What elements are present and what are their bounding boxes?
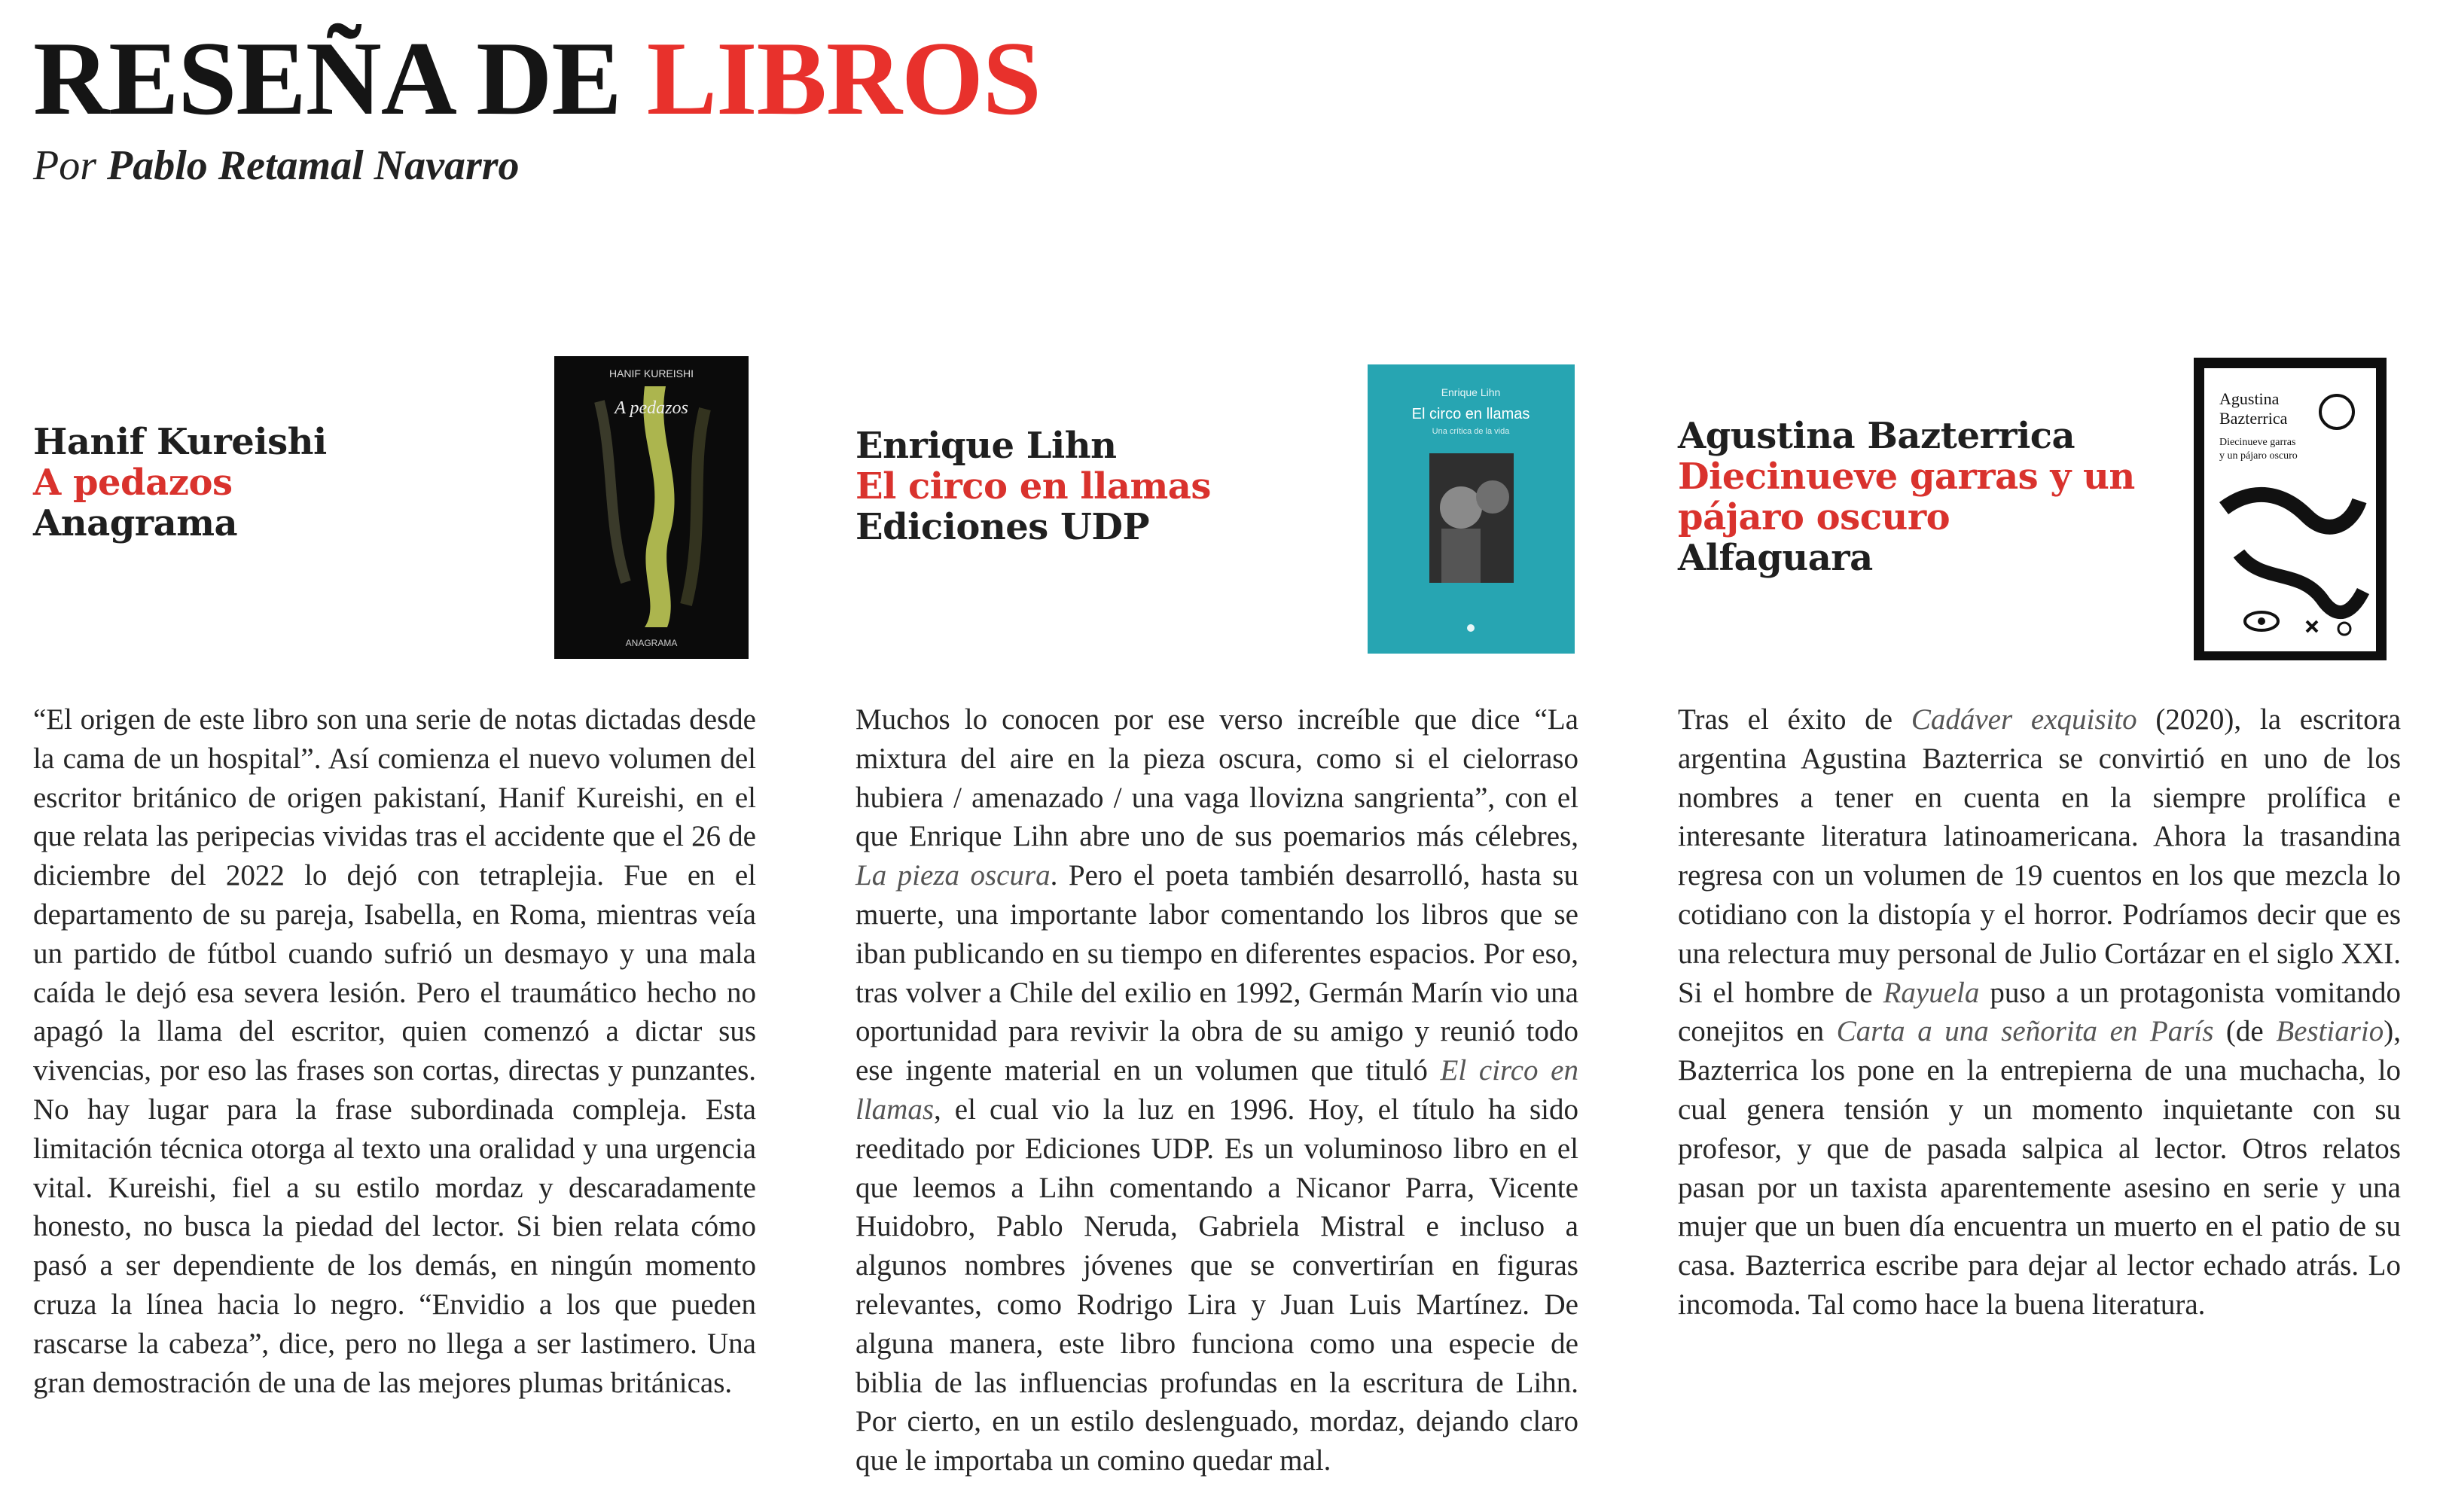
title-part-1: RESEÑA DE [33, 20, 647, 137]
cover-art-1 [554, 356, 749, 659]
book-title: El circo en llamas [856, 465, 1211, 508]
book-title-line-2: pájaro oscuro [1678, 496, 1950, 538]
review-text: Tras el éxito de [1678, 703, 1911, 736]
book-header-3 [1678, 416, 2135, 578]
review-body-3 [1678, 700, 2401, 1325]
review-body-2 [856, 700, 1578, 1480]
byline-prefix: Por [33, 142, 107, 189]
book-cover-1 [554, 356, 749, 659]
cover-author-line-1: Agustina [2219, 389, 2280, 408]
review-text: Muchos lo conocen por ese verso increíble que dice “La mixtura del aire en la pieza oscura, como si el cielorraso hubiera / amenazado / una vaga llovizna sangrienta”, con el que Enrique Lihn abre uno de sus poemarios más célebres, [856, 703, 1578, 853]
review-text-italic: Bestiario [2276, 1015, 2384, 1048]
book-author: Hanif Kureishi [33, 421, 327, 463]
cover-title-text: El circo en llamas [1411, 406, 1530, 422]
book-publisher: Ediciones UDP [856, 506, 1150, 548]
book-header-1 [33, 422, 327, 544]
title-part-2: LIBROS [646, 20, 1041, 137]
review-text-italic: El circo en llamas [856, 1054, 1578, 1126]
cover-author-text: HANIF KUREISHI [608, 367, 694, 380]
review-text: puso a un protagonista vomitando conejitos en [1678, 976, 2401, 1048]
cover-author-line-2: Bazterrica [2219, 409, 2288, 428]
book-cover-3 [2194, 358, 2387, 660]
review-text: (2020), la escritora argentina Agustina Bazterrica se convirtió en uno de los nombres a tener en cuenta en la siempre prolífica e interesante literatura latinoamericana. Ahora la trasandina regresa con un volumen de 19 cuentos en los que mezcla lo cotidiano con la distopía y el horror. Podríamos decir que es una relectura muy personal de Julio Cortázar en el siglo XXI. Si el hombre de [1678, 703, 2401, 1009]
review-column-1 [33, 346, 756, 1491]
book-title-line-1: Diecinueve garras y un [1678, 456, 2135, 498]
byline-author: Pablo Retamal Navarro [107, 142, 520, 189]
review-column-2 [856, 346, 1578, 1491]
cover-title-line-1: Diecinueve garras [2219, 437, 2296, 448]
cover-author-text: Enrique Lihn [1441, 386, 1501, 398]
book-publisher: Alfaguara [1678, 537, 1873, 579]
masthead [33, 20, 1041, 190]
review-text-italic: Cadáver exquisito [1911, 703, 2137, 736]
book-cover-2 [1368, 364, 1575, 654]
book-header-2 [856, 425, 1211, 547]
book-publisher: Anagrama [33, 502, 238, 544]
book-author: Agustina Bazterrica [1678, 415, 2075, 457]
review-text-italic: Carta a una señorita en París [1836, 1015, 2214, 1048]
review-text: ), Bazterrica los pone en la entrepierna de una muchacha, lo cual genera tensión y un momento inquietante con su profesor, y que de pasada salpica al lector. Otros relatos pasan por un taxista aparentemente asesino en serie y una mujer que un buen día encuentra un muerto en el patio de su casa. Bazterrica escribe para dejar al lector echado atrás. Lo incomoda. Tal como hace la buena literatura. [1678, 1015, 2401, 1321]
review-text: (de [2213, 1015, 2277, 1048]
review-text-italic: Rayuela [1883, 976, 1980, 1009]
cover-subtitle-text: Una crítica de la vida [1432, 427, 1510, 436]
review-column-3 [1678, 346, 2401, 1491]
review-text: “El origen de este libro son una serie de notas dictadas desde la cama de un hospital”. Así comienza el nuevo volumen del escritor británico de origen pakistaní, Hanif Kureishi, en el que relata las peripecias vividas tras el accidente que el 26 de diciembre del 2022 lo dejó con tetraplejia. Fue en el departamento de su pareja, Isabella, en Roma, mientras veía un partido de fútbol cuando sufrió un desmayo y una mala caída le dejó esa severa lesión. Pero el traumático hecho no apagó la llama del escritor, quien comenzó a dictar sus vivencias, por eso las frases son cortas, directas y punzantes. No hay lugar para la frase subordinada compleja. Esta limitación técnica otorga al texto una oralidad y una urgencia vital. Kureishi, fiel a su estilo mordaz y descaradamente honesto, no busca la piedad del lector. Si bien relata cómo pasó a ser dependiente de los demás, en ningún momento cruza la línea hacia lo negro. “Envidio a los que pueden rascarse la cabeza”, dice, pero no llega a ser lastimero. Una gran demostración de una de las mejores plumas británicas. [33, 703, 756, 1399]
review-text-italic: La pieza oscura [856, 859, 1051, 892]
cover-art-3 [2194, 358, 2387, 660]
cover-publisher-text: ANAGRAMA [625, 638, 678, 648]
book-title: A pedazos [33, 462, 233, 504]
review-text: . Pero el poeta también desarrolló, hasta su muerte, una importante labor comentando los libros que se iban publicando en su tiempo en diferentes espacios. Por eso, tras volver a Chile del exilio en 1992, Germán Marín vio una oportunidad para revivir la obra de su amigo y reunió todo ese ingente material en un volumen que tituló [856, 859, 1579, 1087]
review-text: , el cual vio la luz en 1996. Hoy, el título ha sido reeditado por Ediciones UDP. Es un voluminoso libro en el que leemos a Lihn comentando a Nicanor Parra, Vicente Huidobro, Pablo Neruda, Gabriela Mistral e incluso a algunos nombres jóvenes que se convertirían en figuras relevantes, como Rodrigo Lira y Juan Luis Martínez. De alguna manera, este libro funciona como una especie de biblia de las influencias profundas en la escritura de Lihn. Por cierto, en un estilo deslenguado, mordaz, dejando claro que le importaba un comino quedar mal. [856, 1093, 1578, 1477]
cover-title-line-2: y un pájaro oscuro [2219, 450, 2298, 462]
cover-art-2 [1368, 364, 1575, 654]
byline [33, 142, 1041, 190]
page-title [33, 20, 1041, 137]
review-body-1 [33, 700, 756, 1402]
book-author: Enrique Lihn [856, 425, 1117, 467]
cover-title-text: A pedazos [615, 398, 688, 418]
